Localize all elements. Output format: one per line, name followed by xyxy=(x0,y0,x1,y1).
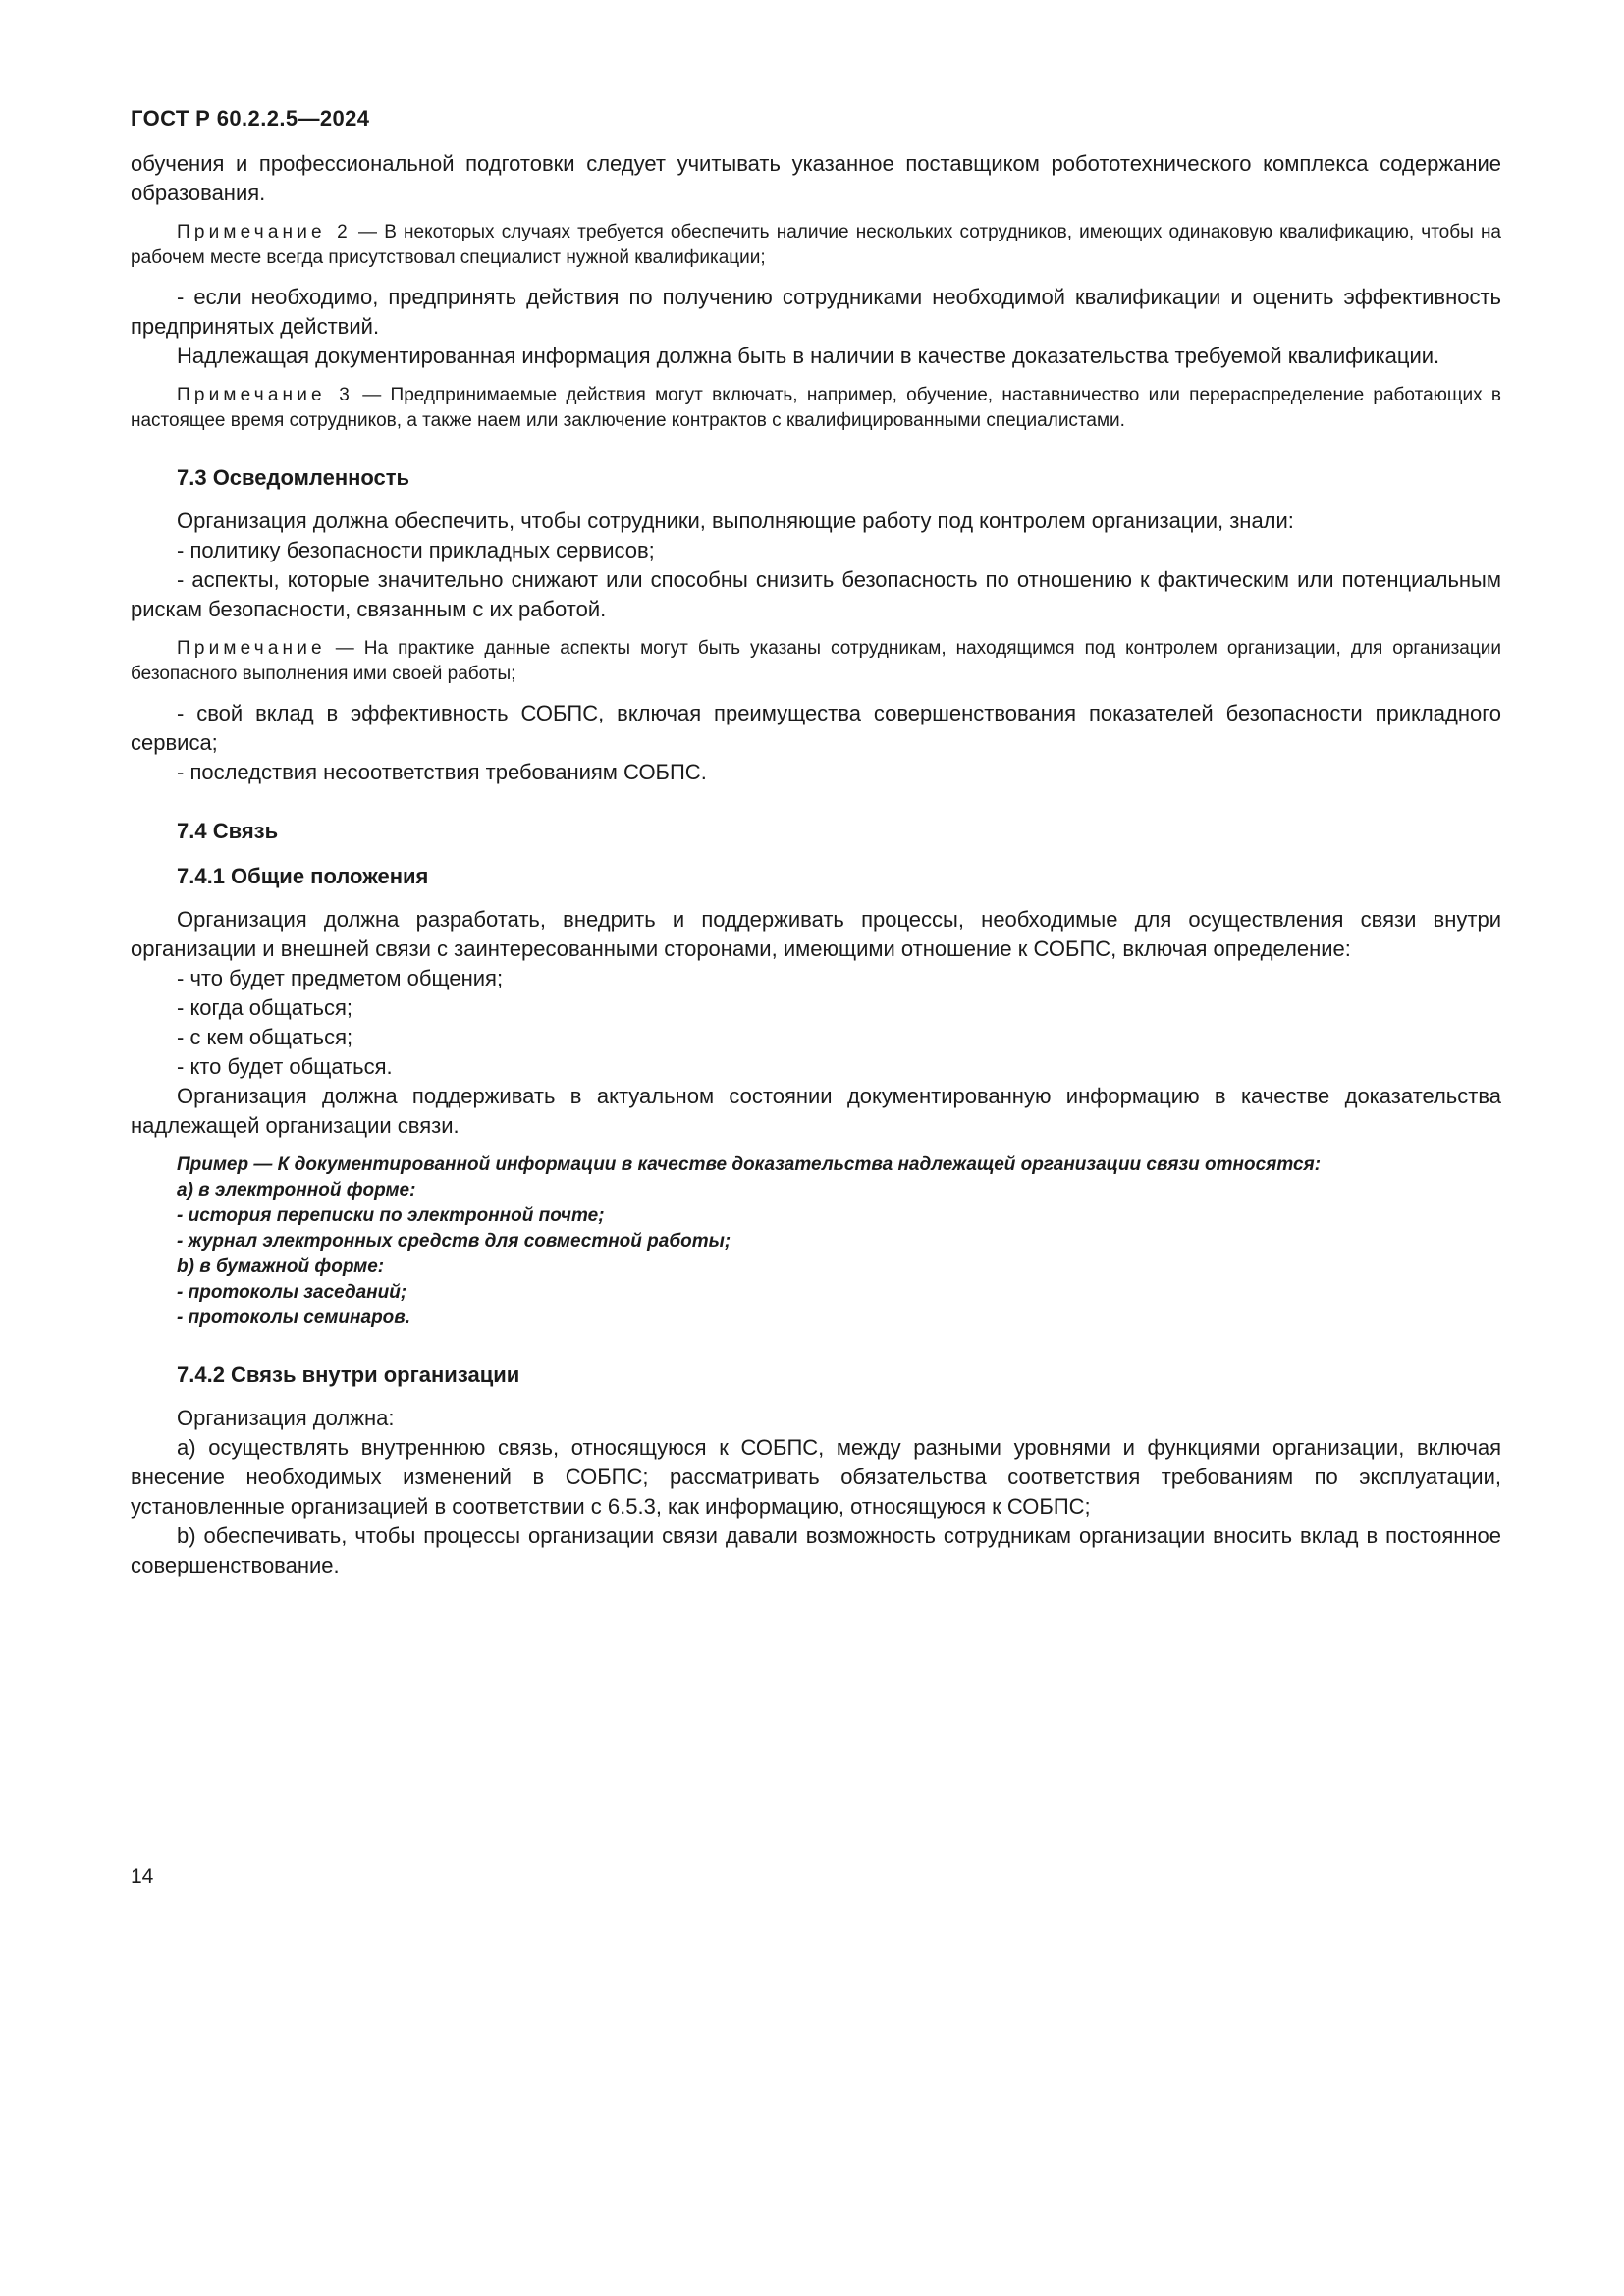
list-item: - политику безопасности прикладных сервисов; xyxy=(177,538,655,562)
body-paragraph: Организация должна: xyxy=(177,1406,395,1430)
body-paragraph: а) осуществлять внутреннюю связь, относящуюся к СОБПС, между разными уровнями и функциями организации, включая внесение необходимых изменений в СОБПС; рассматривать обязательства соответствия требованиям по эксплуатации, установленные организацией в соответствии с 6.5.3, как информацию, относящуюся к СОБПС; xyxy=(131,1435,1501,1519)
body-paragraph: Организация должна обеспечить, чтобы сотрудники, выполняющие работу под контролем организации, знали: xyxy=(177,508,1294,533)
example-list-item: - протоколы заседаний; xyxy=(177,1282,407,1303)
list-item: - что будет предметом общения; xyxy=(177,966,504,990)
note-text: — В некоторых случаях требуется обеспечить наличие нескольких сотрудников, имеющих одинаковую квалификацию, чтобы на рабочем месте всегда присутствовал специалист нужной квалификации; xyxy=(131,222,1502,268)
section-heading: 7.4 Связь xyxy=(177,819,279,843)
note-text: — На практике данные аспекты могут быть указаны сотрудникам, находящимся под контролем организации, для организации безопасного выполнения ими своей работы; xyxy=(131,638,1501,684)
page-number: 14 xyxy=(131,1865,154,1888)
note-label: Примечание xyxy=(177,638,326,659)
note-label: Примечание 2 xyxy=(177,222,352,242)
example-list-item: b) в бумажной форме: xyxy=(177,1256,385,1277)
list-item: - аспекты, которые значительно снижают или способны снизить безопасность по отношению к фактическим или потенциальным рискам безопасности, связанным с их работой. xyxy=(131,567,1501,621)
example-list-item: - журнал электронных средств для совместной работы; xyxy=(177,1231,731,1252)
list-item: - если необходимо, предпринять действия по получению сотрудниками необходимой квалификации и оценить эффективность предпринятых действий. xyxy=(131,285,1501,339)
body-paragraph: b) обеспечивать, чтобы процессы организации связи давали возможность сотрудникам организации вносить вклад в постоянное совершенствование. xyxy=(131,1523,1501,1577)
section-heading: 7.4.1 Общие положения xyxy=(177,864,429,888)
document-content xyxy=(131,149,1501,1580)
body-paragraph: Организация должна поддерживать в актуальном состоянии документированную информацию в качестве доказательства надлежащей организации связи. xyxy=(131,1084,1501,1138)
example-list-item: а) в электронной форме: xyxy=(177,1180,416,1201)
body-paragraph: Надлежащая документированная информация должна быть в наличии в качестве доказательства требуемой квалификации. xyxy=(177,344,1440,368)
section-heading: 7.3 Осведомленность xyxy=(177,465,410,490)
list-item: - кто будет общаться. xyxy=(177,1054,393,1079)
list-item: - последствия несоответствия требованиям СОБПС. xyxy=(177,760,707,784)
note-paragraph xyxy=(131,636,1501,687)
document-header: ГОСТ Р 60.2.2.5—2024 xyxy=(131,106,370,131)
example-list-item: - протоколы семинаров. xyxy=(177,1308,411,1328)
example-paragraph: Пример — К документированной информации в качестве доказательства надлежащей организации связи относятся: xyxy=(177,1154,1322,1175)
list-item: - свой вклад в эффективность СОБПС, включая преимущества совершенствования показателей безопасности прикладного сервиса; xyxy=(131,701,1501,755)
note-label: Примечание 3 xyxy=(177,385,353,405)
list-item: - когда общаться; xyxy=(177,995,353,1020)
list-item: - с кем общаться; xyxy=(177,1025,353,1049)
note-paragraph xyxy=(131,220,1501,271)
body-paragraph: обучения и профессиональной подготовки следует учитывать указанное поставщиком робототехнического комплекса содержание образования. xyxy=(131,151,1501,205)
section-heading: 7.4.2 Связь внутри организации xyxy=(177,1362,520,1387)
body-paragraph: Организация должна разработать, внедрить и поддерживать процессы, необходимые для осуществления связи внутри организации и внешней связи с заинтересованными сторонами, имеющими отношение к СОБПС, включая определение: xyxy=(131,907,1501,961)
note-text: — Предпринимаемые действия могут включать, например, обучение, наставничество или перераспределение работающих в настоящее время сотрудников, а также наем или заключение контрактов с квалифицированными специалистами. xyxy=(131,385,1501,431)
note-paragraph xyxy=(131,383,1501,434)
example-list-item: - история переписки по электронной почте; xyxy=(177,1205,605,1226)
